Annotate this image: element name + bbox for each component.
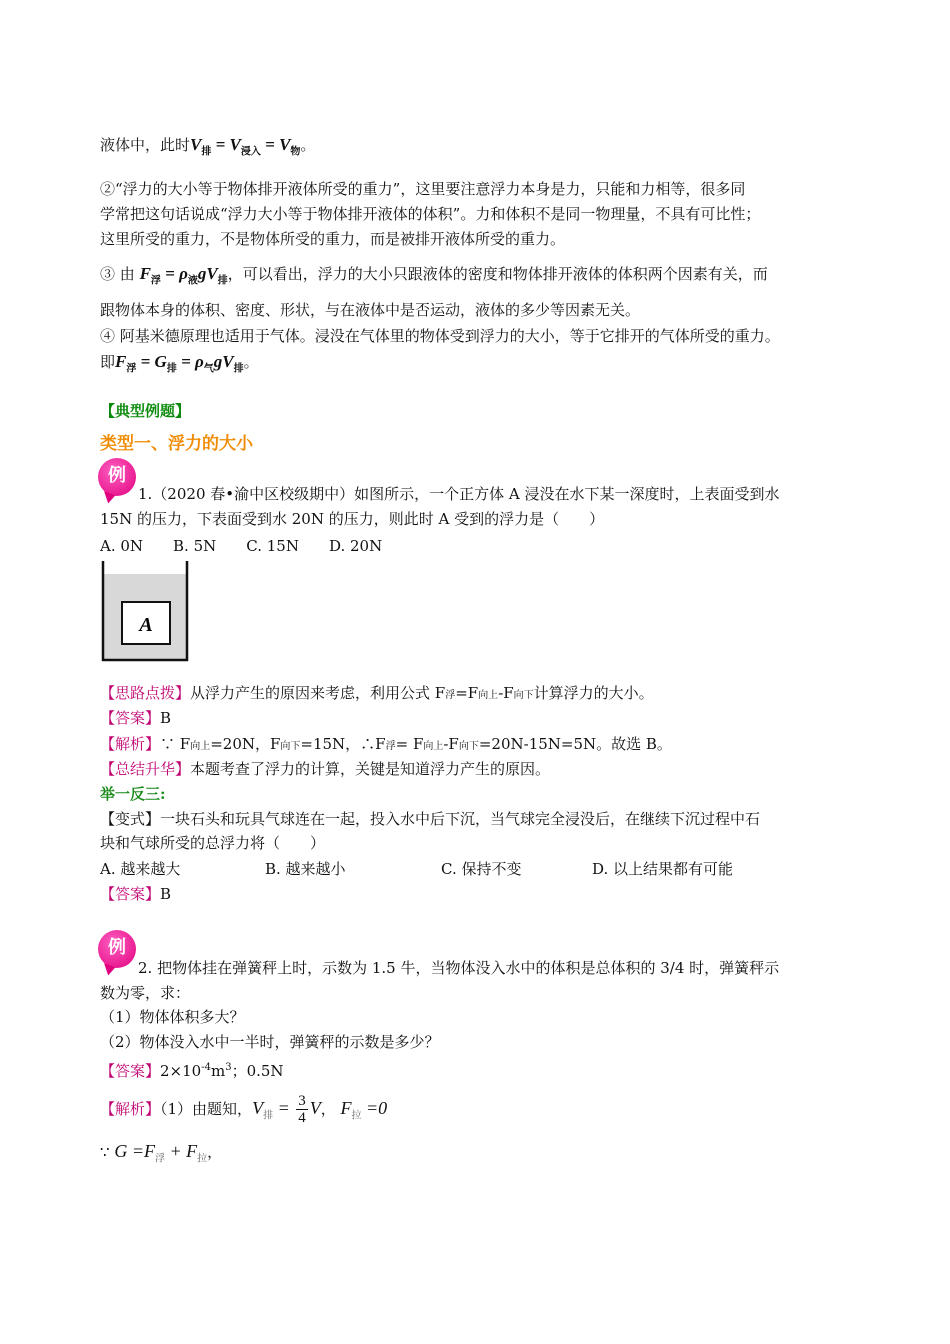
beaker-figure — [100, 560, 192, 662]
question-line: 1.（2020 春•渝中区校级期中）如图所示，一个正方体 A 浸没在水下某一深度时，上表面受到水 — [138, 485, 780, 503]
formula: $F_浮 = G_排 = \rho_气gV_排$ — [115, 352, 244, 375]
options-line: A. 0N B. 5N C. 15N D. 20N — [100, 537, 383, 555]
summary-tag: 【总结升华】 — [100, 760, 191, 778]
text: 液体中，此时 — [100, 136, 191, 154]
cube-label: A — [139, 614, 153, 636]
question-line: 数为零，求： — [100, 984, 191, 1002]
fraction: $\frac{3}{4}$ — [298, 1093, 306, 1127]
extension-heading: 举一反三: — [100, 785, 166, 803]
text-line: ②“浮力的大小等于物体排开液体所受的重力”，这里要注意浮力本身是力，只能和力相等，很多同 — [100, 180, 746, 198]
text-line: 跟物体本身的体积、密度、形状，与在液体中是否运动，液体的多少等因素无关。 — [100, 301, 641, 319]
example-badge: 例 — [98, 930, 136, 968]
analysis-line: 【解析】（1）由题知，$V_排$ = $\frac{3}{4}$ V， $F_拉 =0$ — [100, 1093, 388, 1127]
formula: $F_浮 = \rho_液gV_排$ — [139, 264, 228, 287]
option-b: B. 越来越小 — [265, 860, 346, 878]
text-line: ④ 阿基米德原理也适用于气体。浸没在气体里的物体受到浮力的大小，等于它排开的气体所受的重力。 — [100, 327, 780, 345]
formula: $V_排 = V_{浸入} = V_物$ — [190, 135, 301, 158]
summary-line: 【总结升华】本题考查了浮力的计算，关键是知道浮力产生的原因。 — [100, 760, 551, 778]
answer-line: 【答案】$2\times 10^{-4}m^3$；0.5N — [100, 1062, 284, 1080]
sub-question: （2）物体没入水中一半时，弹簧秤的示数是多少？ — [100, 1033, 440, 1051]
text-line: 液体中，此时$V_排 = V_{浸入} = V_物$。 — [100, 135, 316, 158]
question-line: 2. 把物体挂在弹簧秤上时，示数为 1.5 牛，当物体没入水中的体积是总体积的 3/4 时，弹簧秤示 — [138, 959, 780, 977]
type-title: 类型一、浮力的大小 — [100, 434, 253, 454]
answer-line: 【答案】B — [100, 885, 172, 903]
question-line: 15N 的压力，下表面受到水 20N 的压力，则此时 A 受到的浮力是（ ） — [100, 510, 605, 528]
example-badge: 例 — [98, 458, 136, 496]
option-a: A. 越来越大 — [100, 860, 181, 878]
variant-tag: 【变式】 — [100, 810, 161, 828]
answer-tag: 【答案】 — [100, 885, 161, 903]
text-line: ③ 由 $F_浮 = \rho_液gV_排$，可以看出，浮力的大小只跟液体的密度和物体排开液体的体积两个因素有关，而 — [100, 264, 768, 287]
analysis-line: ∵ $G =F_浮 + F_拉$， — [100, 1141, 223, 1165]
text-line: 即$F_浮 = G_排 = \rho_气gV_排$。 — [100, 352, 259, 375]
answer-tag: 【答案】 — [100, 1062, 161, 1080]
option-c: C. 保持不变 — [441, 860, 522, 878]
hint-line: 【思路点拨】从浮力产生的原因来考虑，利用公式 F浮=F向上-F向下计算浮力的大小。 — [100, 684, 654, 702]
variant-line: 【变式】一块石头和玩具气球连在一起，投入水中后下沉，当气球完全浸没后，在继续下沉过程中石 — [100, 810, 761, 828]
analysis-line: 【解析】∵ F向上=20N，F向下=15N，∴F浮= F向上-F向下=20N-15N=5N。故选 B。 — [100, 735, 672, 753]
option-d: D. 以上结果都有可能 — [592, 860, 734, 878]
variant-line: 块和气球所受的总浮力将（ ） — [100, 834, 326, 852]
answer-tag: 【答案】 — [100, 709, 161, 727]
analysis-tag: 【解析】 — [100, 1100, 161, 1118]
section-heading: 【典型例题】 — [100, 402, 191, 420]
math: $G =F_浮 + F_拉$ — [114, 1141, 208, 1165]
sub-question: （1）物体体积多大？ — [100, 1008, 245, 1026]
hint-tag: 【思路点拨】 — [100, 684, 191, 702]
text-line: 这里所受的重力，不是物体所受的重力，而是被排开液体所受的重力。 — [100, 230, 566, 248]
text-line: 学常把这句话说成“浮力大小等于物体排开液体的体积”。力和体积不是同一物理量，不具有可比性； — [100, 205, 761, 223]
math: $V_排$ = $\frac{3}{4}$ V — [252, 1093, 321, 1127]
answer-line: 【答案】B — [100, 709, 172, 727]
analysis-tag: 【解析】 — [100, 735, 161, 753]
